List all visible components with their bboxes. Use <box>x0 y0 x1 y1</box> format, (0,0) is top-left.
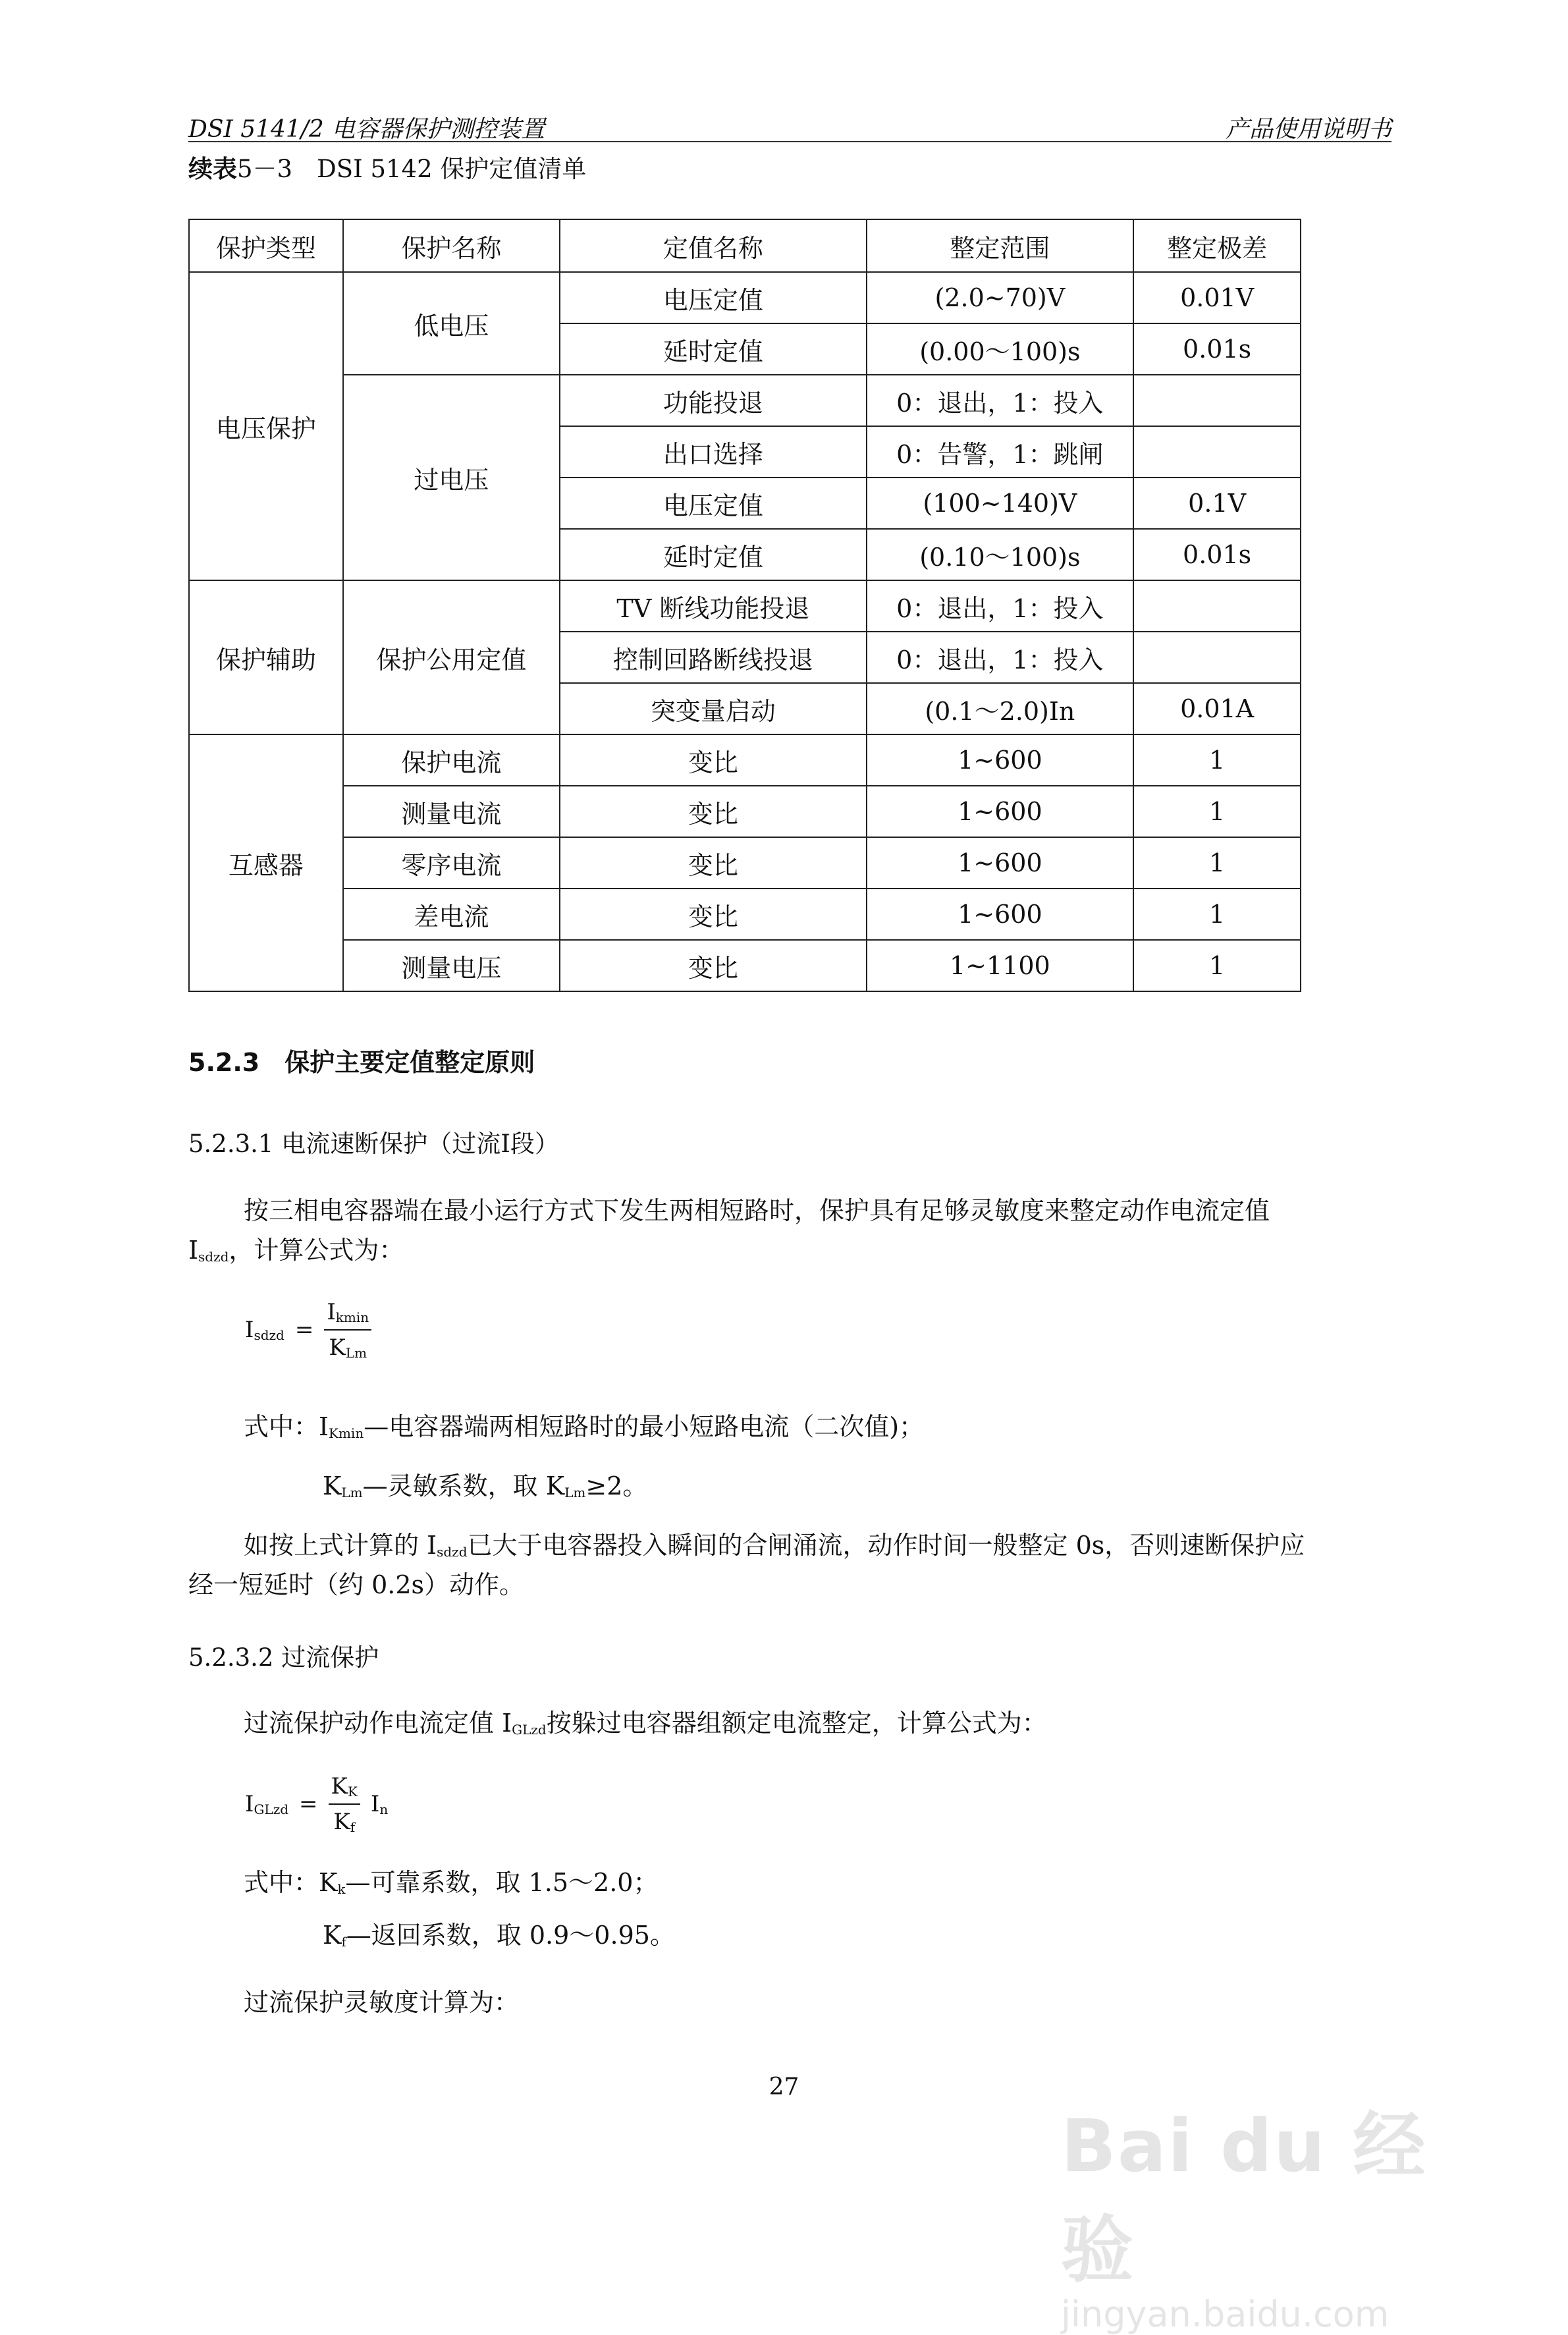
header-title: DSI 5141/2 电容器保护测控装置 <box>188 116 545 143</box>
protection-settings-table <box>188 219 1301 992</box>
subscript: sdzd <box>198 1249 229 1265</box>
watermark-logo: Bai du 经验 <box>1061 2104 1427 2292</box>
name-cell: 测量电流 <box>343 786 560 837</box>
range-cell: (0.1～2.0)In <box>867 683 1134 734</box>
name-cell-common: 保护公用定值 <box>343 580 560 734</box>
where-line: 式中：IKmin—电容器端两相短路时的最小短路电流（二次值)； <box>244 1412 925 1441</box>
col-header: 整定范围 <box>867 219 1134 272</box>
table-row <box>189 375 1301 426</box>
col-header: 定值名称 <box>560 219 866 272</box>
paragraph-line: 过流保护动作电流定值 IGLzd按躲过电容器组额定电流整定，计算公式为： <box>244 1709 1047 1738</box>
setting-cell: TV 断线功能投退 <box>560 580 866 632</box>
range-cell: (0.10～100)s <box>867 529 1134 580</box>
range-cell: (100~140)V <box>867 478 1134 529</box>
name-cell: 保护电流 <box>343 734 560 786</box>
step-cell: 1 <box>1133 786 1301 837</box>
formula-tail: In <box>370 1791 389 1817</box>
formula-overcurrent <box>245 1773 388 1835</box>
setting-cell: 变比 <box>560 837 866 889</box>
setting-cell: 电压定值 <box>560 478 866 529</box>
baidu-watermark <box>1061 2088 1469 2335</box>
setting-cell: 电压定值 <box>560 272 866 323</box>
paragraph-line <box>188 1232 404 1269</box>
table-caption <box>188 149 586 184</box>
range-cell: 0：退出，1：投入 <box>867 375 1134 426</box>
step-cell <box>1133 426 1301 478</box>
name-cell: 零序电流 <box>343 837 560 889</box>
where-line: Kf—返回系数，取 0.9～0.95。 <box>323 1921 675 1950</box>
setting-cell: 突变量启动 <box>560 683 866 734</box>
equals-sign: = <box>294 1317 314 1343</box>
step-cell <box>1133 580 1301 632</box>
range-cell: 1~1100 <box>867 940 1134 991</box>
range-cell: 0：告警，1：跳闸 <box>867 426 1134 478</box>
paragraph-line: 按三相电容器端在最小运行方式下发生两相短路时，保护具有足够灵敏度来整定动作电流定值 <box>244 1196 1270 1225</box>
step-cell: 0.01s <box>1133 323 1301 375</box>
table-row <box>189 580 1301 632</box>
denominator: Kf <box>333 1809 356 1835</box>
table-row <box>189 837 1301 889</box>
paragraph-line: 经一短延时（约 0.2s）动作。 <box>188 1570 525 1599</box>
table-row <box>189 940 1301 991</box>
name-cell-over-voltage: 过电压 <box>343 375 560 580</box>
name-cell: 差电流 <box>343 889 560 940</box>
formula-quick-break <box>245 1299 371 1361</box>
table-caption-label: 续表 <box>188 155 237 183</box>
fraction <box>324 1299 371 1361</box>
group-cell-aux: 保护辅助 <box>189 580 343 734</box>
header-doc-type: 产品使用说明书 <box>1225 116 1392 143</box>
watermark-url: jingyan.baidu.com <box>1061 2294 1390 2335</box>
range-cell: 1~600 <box>867 786 1134 837</box>
subsection-title-quick-break: 5.2.3.1 电流速断保护（过流Ⅰ段） <box>188 1130 559 1158</box>
group-cell-voltage: 电压保护 <box>189 272 343 580</box>
name-cell: 测量电压 <box>343 940 560 991</box>
table-row <box>189 734 1301 786</box>
group-cell-ct: 互感器 <box>189 734 343 991</box>
fraction <box>329 1773 360 1835</box>
step-cell: 0.01s <box>1133 529 1301 580</box>
col-header: 整定极差 <box>1133 219 1301 272</box>
range-cell: 1~600 <box>867 837 1134 889</box>
setting-cell: 功能投退 <box>560 375 866 426</box>
step-cell: 0.1V <box>1133 478 1301 529</box>
step-cell: 1 <box>1133 837 1301 889</box>
header-rule <box>188 141 1392 142</box>
col-header: 保护名称 <box>343 219 560 272</box>
setting-cell: 变比 <box>560 940 866 991</box>
step-cell <box>1133 375 1301 426</box>
range-cell: (0.00～100)s <box>867 323 1134 375</box>
setting-cell: 控制回路断线投退 <box>560 632 866 683</box>
setting-cell: 延时定值 <box>560 323 866 375</box>
section-heading: 5.2.3 保护主要定值整定原则 <box>188 1048 535 1077</box>
step-cell: 0.01A <box>1133 683 1301 734</box>
formula-lhs: Isdzd <box>245 1317 284 1343</box>
range-cell: 0：退出，1：投入 <box>867 632 1134 683</box>
step-cell: 0.01V <box>1133 272 1301 323</box>
subsection-title-overcurrent: 5.2.3.2 过流保护 <box>188 1643 379 1672</box>
range-cell: 1~600 <box>867 889 1134 940</box>
step-cell: 1 <box>1133 889 1301 940</box>
name-cell-low-voltage: 低电压 <box>343 272 560 375</box>
step-cell <box>1133 632 1301 683</box>
table-row <box>189 889 1301 940</box>
range-cell: 1~600 <box>867 734 1134 786</box>
numerator: Ikmin <box>324 1299 371 1331</box>
setting-cell: 出口选择 <box>560 426 866 478</box>
text: ，计算公式为： <box>229 1236 404 1265</box>
col-header: 保护类型 <box>189 219 343 272</box>
table-row <box>189 272 1301 323</box>
formula-lhs: IGLzd <box>245 1791 289 1817</box>
numerator: KK <box>329 1773 360 1805</box>
paragraph-line: 如按上式计算的 Isdzd已大于电容器投入瞬间的合闸涌流，动作时间一般整定 0s，否则速断保护应 <box>244 1531 1305 1560</box>
table-header-row <box>189 219 1301 272</box>
table-row <box>189 786 1301 837</box>
where-line: KLm—灵敏系数，取 KLm≥2。 <box>323 1471 648 1500</box>
step-cell: 1 <box>1133 940 1301 991</box>
setting-cell: 变比 <box>560 889 866 940</box>
denominator: KLm <box>329 1334 367 1361</box>
setting-cell: 延时定值 <box>560 529 866 580</box>
table-caption-text: 5－3 DSI 5142 保护定值清单 <box>237 155 587 183</box>
paragraph-line: 过流保护灵敏度计算为： <box>244 1988 520 2017</box>
equals-sign: = <box>299 1791 318 1817</box>
page-number: 27 <box>769 2074 799 2101</box>
where-line: 式中：Kk—可靠系数，取 1.5～2.0； <box>244 1868 659 1897</box>
range-cell: 0：退出，1：投入 <box>867 580 1134 632</box>
setting-cell: 变比 <box>560 786 866 837</box>
range-cell: (2.0~70)V <box>867 272 1134 323</box>
symbol-i: I <box>188 1236 199 1265</box>
setting-cell: 变比 <box>560 734 866 786</box>
step-cell: 1 <box>1133 734 1301 786</box>
